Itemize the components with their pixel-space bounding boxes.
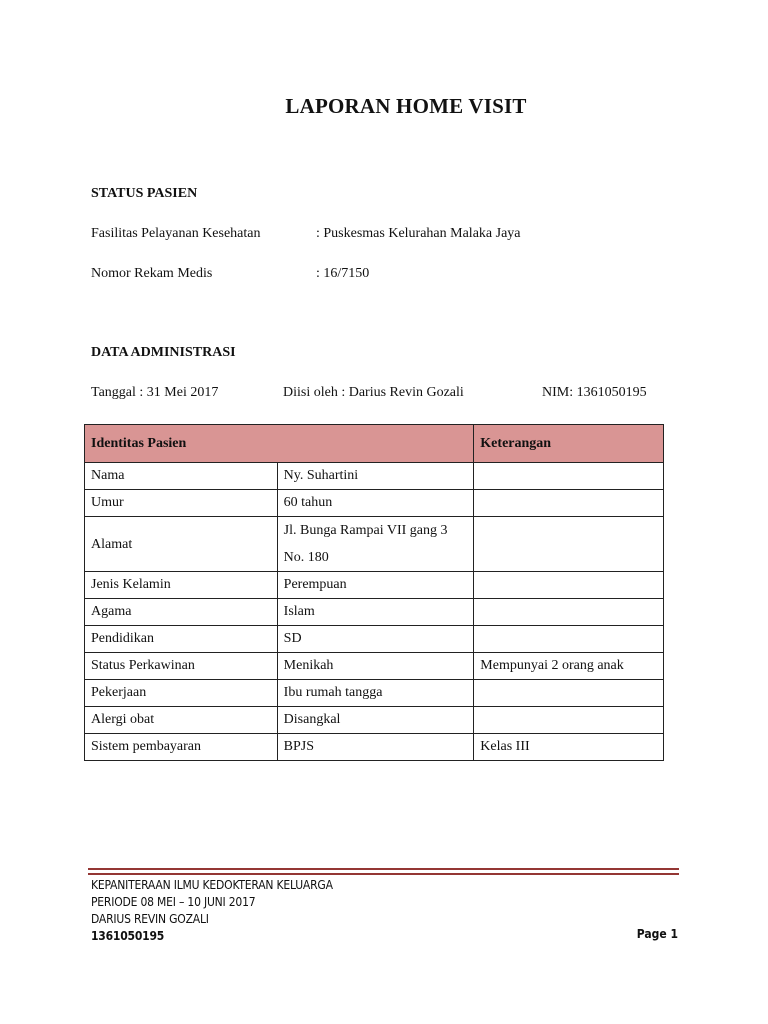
row-note: Mempunyai 2 orang anak: [474, 653, 664, 680]
diisi-oleh-text: Diisi oleh : Darius Revin Gozali: [283, 385, 464, 400]
table-row: [85, 734, 664, 761]
table-row: [85, 517, 664, 572]
header-keterangan: Keterangan: [474, 425, 664, 463]
row-value: Ibu rumah tangga: [277, 680, 474, 707]
nim-text: NIM: 1361050195: [542, 385, 647, 400]
row-field: Sistem pembayaran: [85, 734, 278, 761]
row-field: Agama: [85, 599, 278, 626]
row-field: Nama: [85, 463, 278, 490]
table-row: [85, 572, 664, 599]
row-field: Status Perkawinan: [85, 653, 278, 680]
row-field: Alamat: [85, 517, 278, 572]
data-administrasi-heading: DATA ADMINISTRASI: [91, 345, 236, 360]
fasilitas-label: Fasilitas Pelayanan Kesehatan: [91, 226, 261, 241]
row-value: Islam: [277, 599, 474, 626]
footer-rule-top: [88, 868, 679, 870]
table-row: [85, 626, 664, 653]
row-value: BPJS: [277, 734, 474, 761]
footer-line-4: 1361050195: [91, 929, 165, 943]
footer-line-1: KEPANITERAAN ILMU KEDOKTERAN KELUARGA: [91, 878, 333, 892]
row-value: Ny. Suhartini: [277, 463, 474, 490]
row-note: [474, 680, 664, 707]
row-value: SD: [277, 626, 474, 653]
document-title: LAPORAN HOME VISIT: [285, 94, 527, 118]
fasilitas-value: : Puskesmas Kelurahan Malaka Jaya: [316, 226, 521, 241]
footer-line-3: DARIUS REVIN GOZALI: [91, 912, 209, 926]
table-row: [85, 680, 664, 707]
row-field: Jenis Kelamin: [85, 572, 278, 599]
row-note: [474, 572, 664, 599]
rekam-medis-value: : 16/7150: [316, 266, 370, 281]
footer-line-2: PERIODE 08 MEI – 10 JUNI 2017: [91, 895, 256, 909]
tanggal-text: Tanggal : 31 Mei 2017: [91, 385, 219, 400]
footer-block: [91, 877, 333, 945]
alamat-line-2: No. 180: [283, 550, 329, 565]
table-row: [85, 490, 664, 517]
rekam-medis-label: Nomor Rekam Medis: [91, 266, 213, 281]
table-row: [85, 463, 664, 490]
table-row: [85, 599, 664, 626]
row-field: Umur: [85, 490, 278, 517]
patient-identity-table: [84, 424, 664, 761]
table-header-row: [85, 425, 664, 463]
row-field: Alergi obat: [85, 707, 278, 734]
row-value: 60 tahun: [277, 490, 474, 517]
row-field: Pekerjaan: [85, 680, 278, 707]
page-number: Page 1: [636, 927, 678, 941]
header-identitas-pasien: Identitas Pasien: [85, 425, 474, 463]
status-pasien-heading: STATUS PASIEN: [91, 186, 198, 201]
row-note: [474, 707, 664, 734]
alamat-line-1: Jl. Bunga Rampai VII gang 3: [283, 523, 448, 538]
row-field: Pendidikan: [85, 626, 278, 653]
row-value: [277, 517, 474, 572]
row-note: Kelas III: [474, 734, 664, 761]
row-note: [474, 626, 664, 653]
row-note: [474, 463, 664, 490]
row-note: [474, 490, 664, 517]
row-value: Disangkal: [277, 707, 474, 734]
row-value: Perempuan: [277, 572, 474, 599]
row-value: Menikah: [277, 653, 474, 680]
row-note: [474, 517, 664, 572]
footer-rule-bottom: [88, 873, 679, 875]
table-row: [85, 653, 664, 680]
table-row: [85, 707, 664, 734]
row-note: [474, 599, 664, 626]
